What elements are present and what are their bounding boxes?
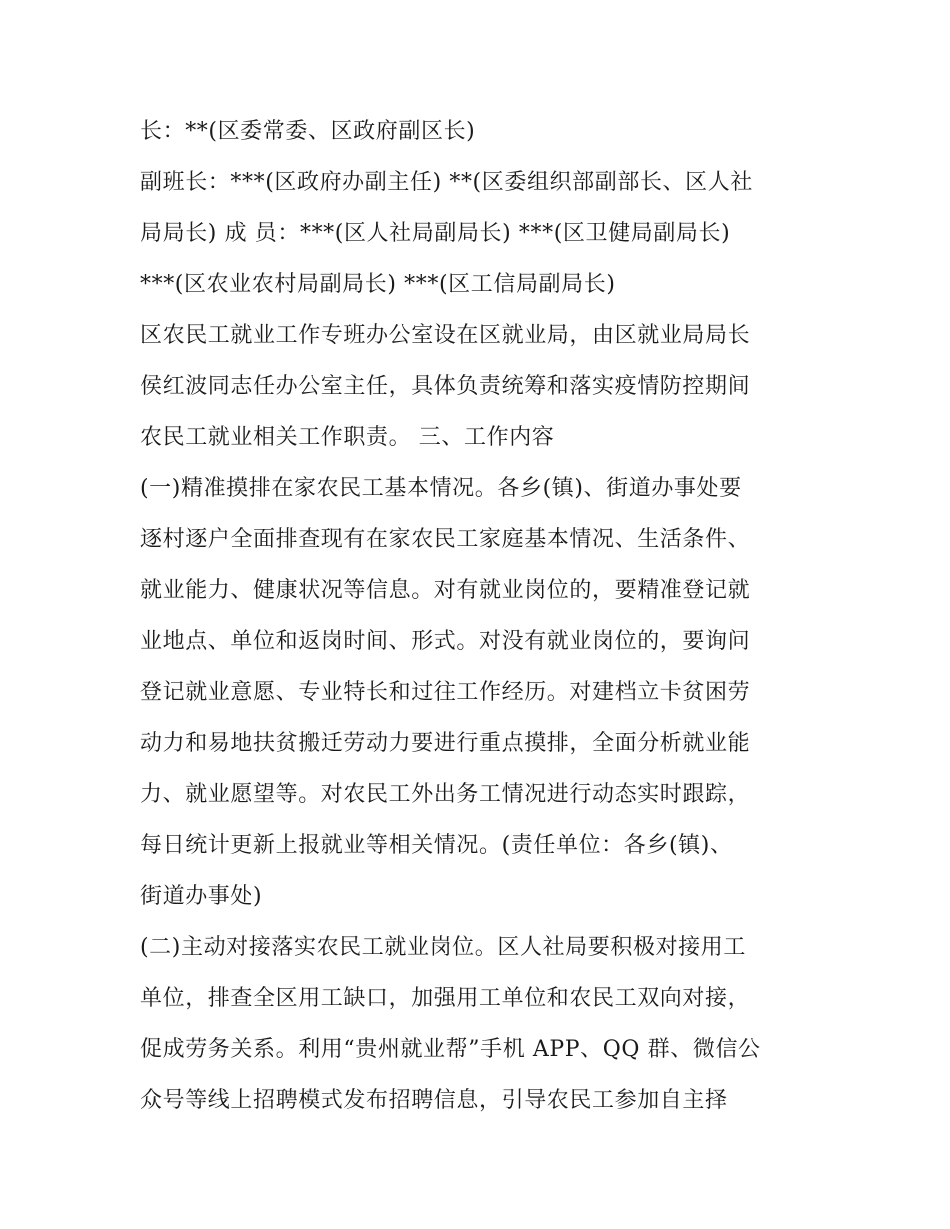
text-line: ***(区农业农村局副局长) ***(区工信局副局长) xyxy=(140,272,616,297)
text-line: 长：**(区委常委、区政府副区长) xyxy=(140,119,476,144)
text-line: 农民工就业相关工作职责。 三、工作内容 xyxy=(140,425,555,450)
text-line: 力、就业愿望等。对农民工外出务工情况进行动态实时跟踪， xyxy=(140,782,751,807)
text-line: (一)精准摸排在家农民工基本情况。各乡(镇)、街道办事处要 xyxy=(140,476,742,501)
text-line: 动力和易地扶贫搬迁劳动力要进行重点摸排，全面分析就业能 xyxy=(140,731,751,756)
text-line: 每日统计更新上报就业等相关情况。(责任单位：各乡(镇)、 xyxy=(140,833,733,858)
text-line: 促成劳务关系。利用“贵州就业帮”手机 APP、QQ 群、微信公 xyxy=(140,1037,761,1062)
text-line: 区农民工就业工作专班办公室设在区就业局，由区就业局局长 xyxy=(140,323,751,348)
text-line: 局局长) 成 员：***(区人社局副局长) ***(区卫健局副局长) xyxy=(140,221,731,246)
text-line: 副班长：***(区政府办副主任) **(区委组织部副部长、区人社 xyxy=(140,170,753,195)
document-body xyxy=(140,106,820,1126)
text-line: 业地点、单位和返岗时间、形式。对没有就业岗位的，要询问 xyxy=(140,629,751,654)
text-line: 街道办事处) xyxy=(140,884,263,909)
text-line: 逐村逐户全面排查现有在家农民工家庭基本情况、生活条件、 xyxy=(140,527,751,552)
text-line: 单位，排查全区用工缺口，加强用工单位和农民工双向对接， xyxy=(140,986,751,1011)
text-line: 众号等线上招聘模式发布招聘信息，引导农民工参加自主择 xyxy=(140,1088,728,1113)
text-line: 就业能力、健康状况等信息。对有就业岗位的，要精准登记就 xyxy=(140,578,751,603)
text-line: (二)主动对接落实农民工就业岗位。区人社局要积极对接用工 xyxy=(140,935,746,960)
text-line: 侯红波同志任办公室主任，具体负责统筹和落实疫情防控期间 xyxy=(140,374,751,399)
text-line: 登记就业意愿、专业特长和过往工作经历。对建档立卡贫困劳 xyxy=(140,680,751,705)
